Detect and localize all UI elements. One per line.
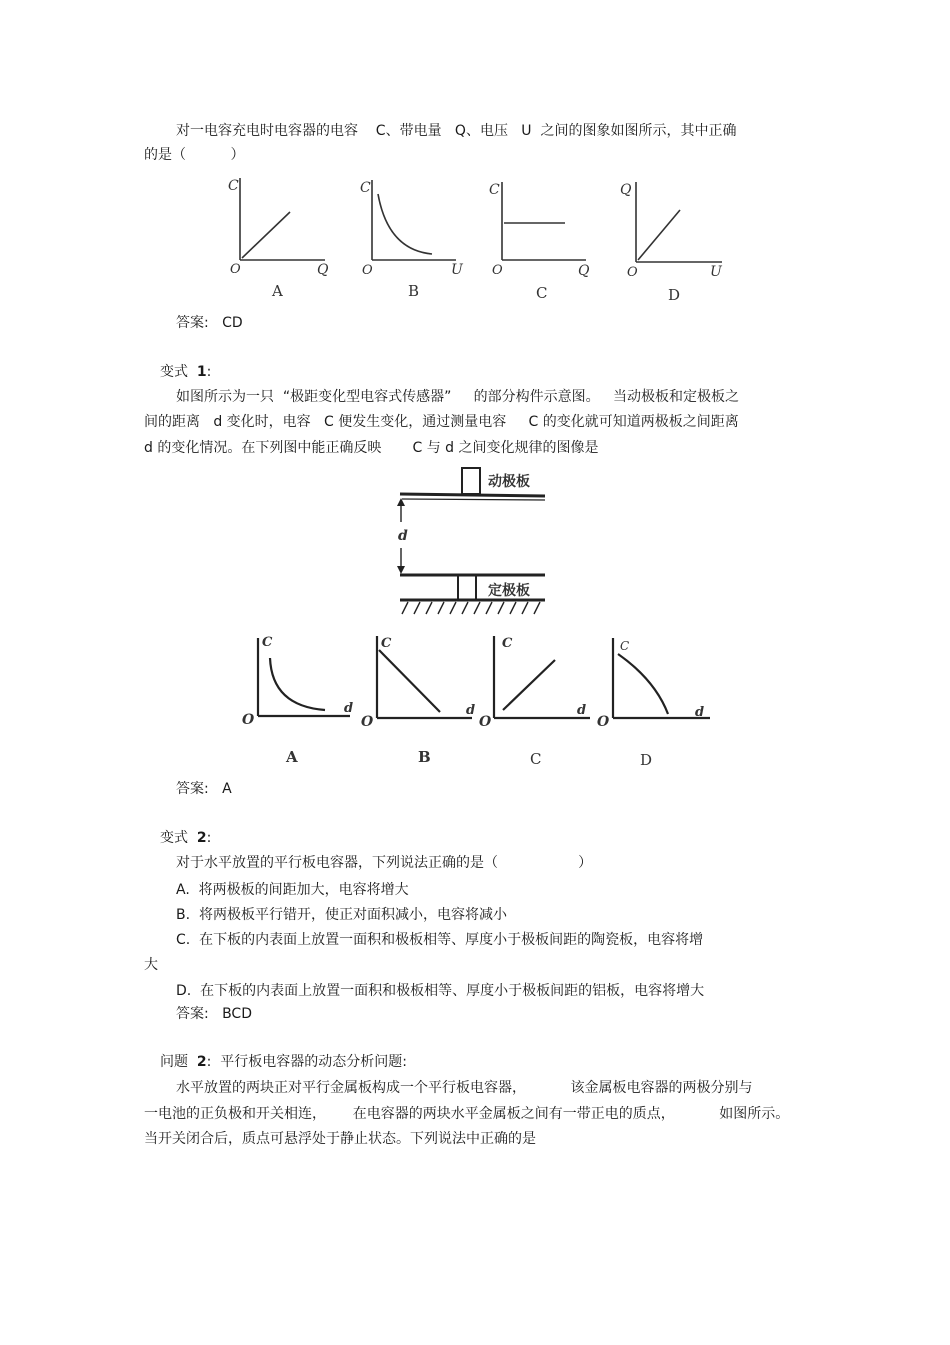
v1-b-origin: O bbox=[361, 714, 374, 730]
v2-option-b: B. 将两极板平行错开，使正对面积减小，电容将减小 bbox=[176, 907, 507, 923]
v1-a-origin: O bbox=[242, 712, 255, 728]
q1-a-label: A bbox=[272, 282, 283, 300]
v1-d-origin: O bbox=[597, 714, 610, 730]
q1-graphs bbox=[0, 170, 950, 310]
v1-graph-d bbox=[597, 638, 710, 769]
p2-title bbox=[160, 1053, 407, 1071]
q1-stem-line2: 的是（ ） bbox=[144, 147, 245, 163]
q1-c-ylabel: C bbox=[489, 182, 500, 198]
q1-stem-line1: 对一电容充电时电容器的电容 C、带电量 Q、电压 U 之间的图象如图所示，其中正确 bbox=[176, 123, 737, 139]
p2-line3: 当开关闭合后，质点可悬浮处于静止状态。下列说法中正确的是 bbox=[144, 1131, 536, 1147]
p2-title-num: 2 bbox=[196, 1054, 207, 1070]
q1-c-label: C bbox=[536, 284, 548, 302]
distance-label: d bbox=[398, 528, 408, 544]
v2-title bbox=[160, 829, 211, 847]
v1-graph-c bbox=[479, 636, 590, 768]
p2-title-prefix: 问题 bbox=[160, 1054, 197, 1070]
q1-graph-c bbox=[489, 182, 590, 302]
q1-graph-a bbox=[228, 178, 329, 300]
q1-a-ylabel: C bbox=[228, 178, 239, 194]
v1-answer: 答案: A bbox=[176, 781, 232, 797]
v2-stem: 对于水平放置的平行板电容器，下列说法正确的是（ ） bbox=[176, 855, 593, 871]
q1-b-ylabel: C bbox=[360, 180, 371, 196]
p2-title-suffix: : 平行板电容器的动态分析问题: bbox=[206, 1054, 407, 1070]
q1-b-xlabel: U bbox=[451, 262, 463, 278]
q1-a-origin: O bbox=[230, 262, 241, 277]
v2-option-a: A. 将两极板的间距加大，电容将增大 bbox=[176, 882, 409, 898]
v2-answer: 答案: BCD bbox=[176, 1006, 252, 1022]
q1-a-xlabel: Q bbox=[317, 262, 329, 278]
v1-title-num: 1 bbox=[196, 364, 207, 380]
v1-a-xlabel: d bbox=[344, 701, 354, 716]
q1-d-xlabel: U bbox=[710, 264, 722, 280]
v2-title-suffix: : bbox=[206, 830, 212, 846]
v1-stem-line3: d 的变化情况。在下列图中能正确反映 C 与 d 之间变化规律的图像是 bbox=[144, 440, 599, 456]
p2-line2: 一电池的正负极和开关相连， 在电容器的两块水平金属板之间有一带正电的质点， 如图所示。 bbox=[144, 1106, 790, 1122]
q1-d-origin: O bbox=[627, 265, 638, 280]
v2-option-c-line2: 大 bbox=[144, 957, 158, 973]
v1-c-origin: O bbox=[479, 714, 492, 730]
moving-plate-label: 动极板 bbox=[488, 474, 530, 490]
v1-title bbox=[160, 363, 211, 381]
v1-b-label: B bbox=[418, 748, 431, 766]
v1-graphs bbox=[0, 630, 950, 780]
v1-b-ylabel: C bbox=[381, 636, 392, 651]
v1-stem-line2: 间的距离 d 变化时，电容 C 便发生变化，通过测量电容 C 的变化就可知道两极板之间距离 bbox=[144, 414, 739, 430]
v2-title-num: 2 bbox=[196, 830, 207, 846]
q1-b-origin: O bbox=[362, 263, 373, 278]
q1-answer: 答案: CD bbox=[176, 315, 243, 331]
v2-option-c-line1: C. 在下板的内表面上放置一面积和极板相等、厚度小于极板间距的陶瓷板，电容将增 bbox=[176, 932, 704, 948]
v1-d-ylabel: C bbox=[620, 639, 630, 653]
v1-graph-a bbox=[242, 635, 353, 766]
p2-line1: 水平放置的两块正对平行金属板构成一个平行板电容器， 该金属板电容器的两极分别与 bbox=[176, 1080, 753, 1096]
fixed-plate-label: 定极板 bbox=[488, 583, 530, 599]
v1-c-label: C bbox=[530, 750, 542, 768]
v1-c-ylabel: C bbox=[502, 636, 513, 651]
q1-c-origin: O bbox=[492, 263, 503, 278]
v1-stem-line1: 如图所示为一只 “极距变化型电容式传感器” 的部分构件示意图。 当动极板和定极板之 bbox=[176, 389, 740, 405]
v2-title-prefix: 变式 bbox=[160, 830, 197, 846]
v1-d-xlabel: d bbox=[695, 705, 705, 720]
v2-option-d: D. 在下板的内表面上放置一面积和极板相等、厚度小于极板间距的铝板，电容将增大 bbox=[176, 983, 705, 999]
v1-b-xlabel: d bbox=[466, 703, 476, 718]
q1-c-xlabel: Q bbox=[578, 263, 590, 279]
q1-b-label: B bbox=[408, 282, 420, 300]
v1-a-label: A bbox=[286, 748, 298, 766]
v1-title-prefix: 变式 bbox=[160, 364, 197, 380]
q1-d-label: D bbox=[668, 286, 681, 304]
v1-a-ylabel: C bbox=[262, 635, 273, 650]
q1-graph-b bbox=[360, 180, 464, 300]
v1-title-suffix: : bbox=[206, 364, 212, 380]
q1-graph-d bbox=[620, 182, 723, 304]
q1-d-ylabel: Q bbox=[620, 182, 632, 198]
v1-c-xlabel: d bbox=[577, 703, 587, 718]
v1-graph-b bbox=[361, 636, 475, 766]
v1-d-label: D bbox=[640, 751, 653, 769]
sensor-diagram bbox=[0, 462, 950, 622]
